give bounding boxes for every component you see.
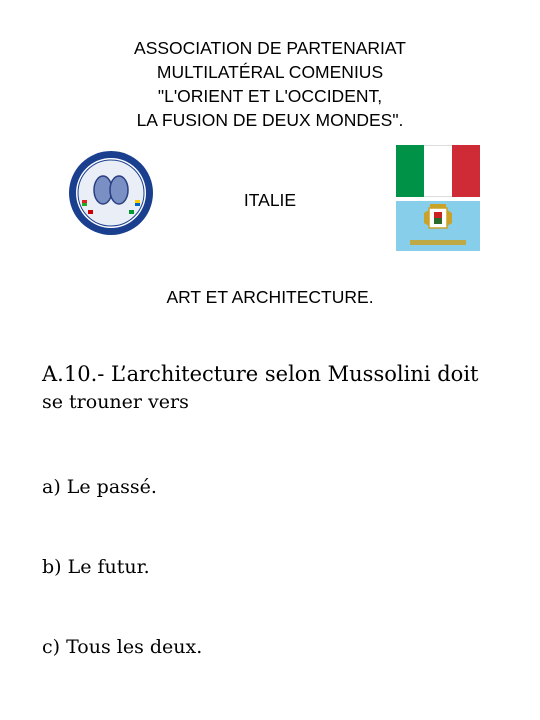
header-line-3: "L'ORIENT ET L'OCCIDENT,: [157, 86, 383, 106]
answer-option-c: c) Tous les deux.: [42, 636, 203, 658]
answer-option-b: b) Le futur.: [42, 556, 150, 578]
section-title: ART ET ARCHITECTURE.: [166, 287, 374, 307]
question-line-1: A.10.- L’architecture selon Mussolini doit: [42, 362, 479, 386]
answer-option-a: a) Le passé.: [42, 476, 157, 498]
header-line-1: ASSOCIATION DE PARTENARIAT: [134, 38, 406, 58]
header-line-4: LA FUSION DE DEUX MONDES".: [136, 110, 404, 130]
question-text: [42, 360, 512, 416]
italy-flag: [396, 145, 480, 197]
country-label: ITALIE: [243, 190, 297, 210]
header-line-2: MULTILATÉRAL COMENIUS: [156, 62, 384, 82]
association-header: [60, 36, 480, 132]
question-line-2: se trouner vers: [42, 391, 189, 413]
lazio-region-flag: [396, 201, 480, 251]
